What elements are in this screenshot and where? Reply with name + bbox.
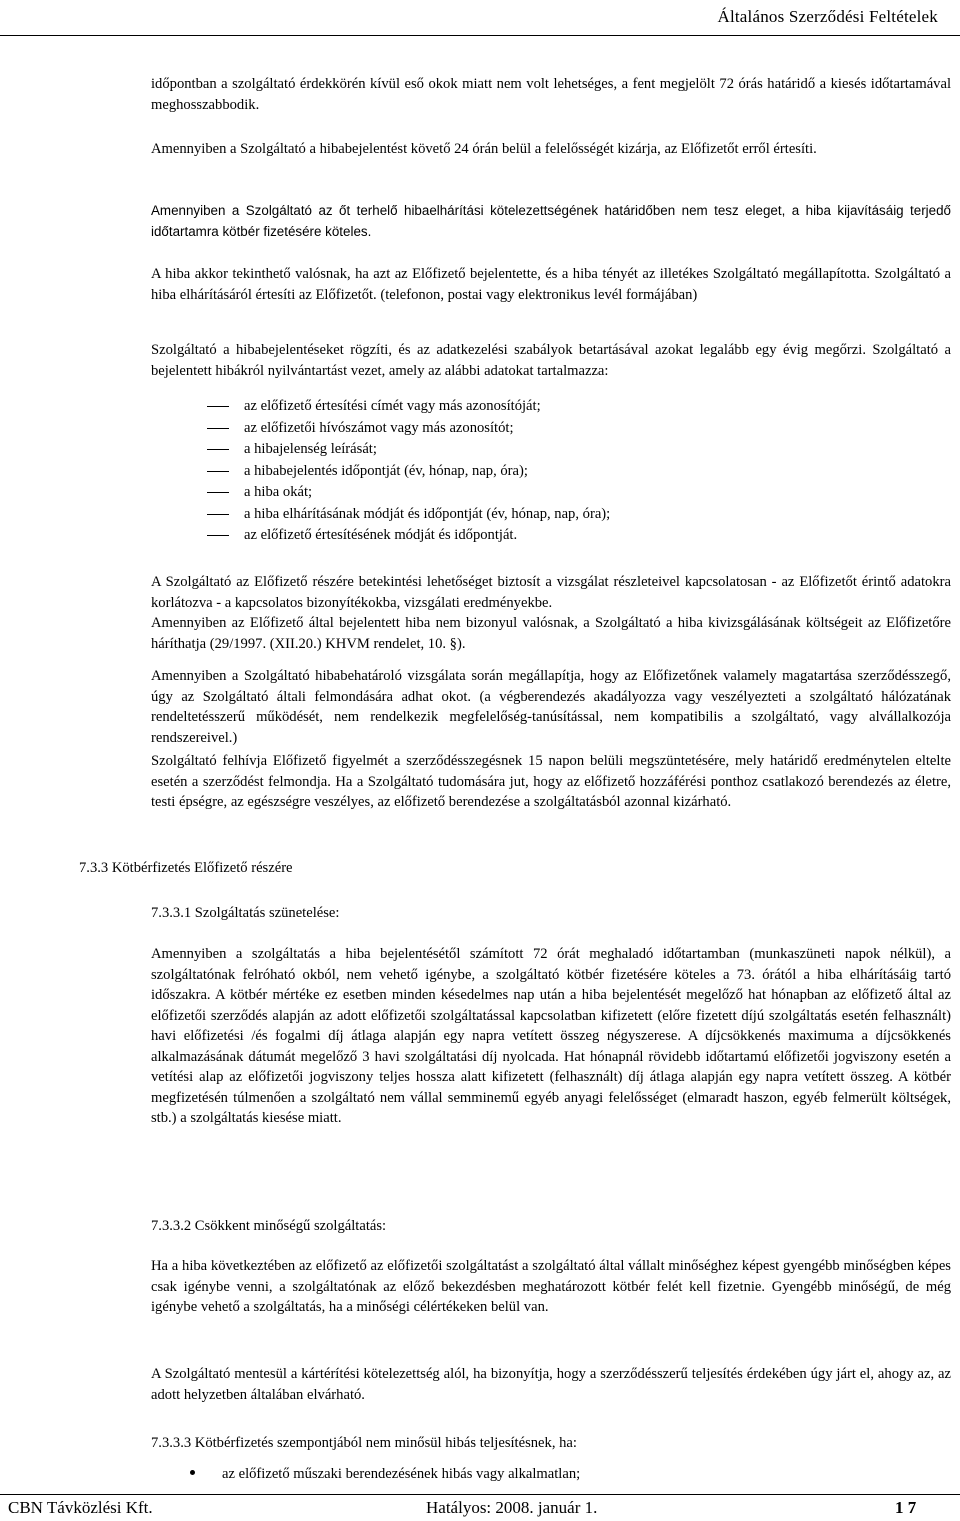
paragraph-exemption: A Szolgáltató mentesül a kártérítési kötelezettség alól, ha bizonyítja, hogy a szerződésszerű teljesítés érdekében úgy járt el, ahogy az, az adott helyzetben általában elvárható. — [151, 1366, 951, 1403]
paragraph-liability-exclusion: Amennyiben a Szolgáltató a hibabejelentést követő 24 órán belül a felelősségét kizárja, az Előfizetőt erről értesíti. — [151, 141, 817, 157]
section-heading-7-3-3: 7.3.3 Kötbérfizetés Előfizető részére — [79, 860, 293, 876]
page-footer — [0, 1494, 960, 1521]
paragraph-penalty-obligation: Amennyiben a Szolgáltató az őt terhelő hibaelhárítási kötelezettségének határidőben nem tesz eleget, a hiba kijavításáig terjedő időtartamra kötbér fizetésére köteles. — [151, 203, 951, 239]
paragraph-inspection-access: A Szolgáltató az Előfizető részére betekintési lehetőséget biztosít a vizsgálat részleteivel kapcsolatosan - az Előfizetőt érintő adatokra korlátozva - a kapcsolatos bizonyítékokba, vizsgálati eredményekbe. — [151, 574, 951, 611]
list-item: az előfizetői hívószámot vagy más azonosítót; — [207, 418, 907, 440]
page-header — [0, 0, 960, 36]
list-item: az előfizető értesítési címét vagy más azonosítóját; — [207, 396, 907, 418]
header-title: Általános Szerződési Feltételek — [717, 7, 938, 26]
bullet-text: az előfizető műszaki berendezésének hibás vagy alkalmatlan; — [222, 1466, 581, 1482]
bullet-list-item — [190, 1466, 580, 1483]
list-item: a hiba okát; — [207, 482, 907, 504]
list-item: a hiba elhárításának módját és időpontját (év, hónap, nap, óra); — [207, 504, 907, 526]
paragraph-breach-notice: Szolgáltató felhívja Előfizető figyelmét a szerződésszegésnek 15 napon belüli megszüntetésére, mely határidő eredménytelen eltelte esetén a szerződést felmondja. Ha a Szolgáltató tudomására jut, hogy az előfizető hozzáférési ponthoz csatlakozó berendezés az életre, testi épségre, az egészségre veszélyes, az előfizető berendezése a szolgáltatásból azonnal kizárható. — [151, 753, 951, 810]
footer-company: CBN Távközlési Kft. — [8, 1498, 153, 1517]
list-item: a hibajelenség leírását; — [207, 439, 907, 461]
paragraph-investigation-costs: Amennyiben az Előfizető által bejelentett hiba nem bizonyul valósnak, a Szolgáltató a hiba kivizsgálásának költségeit az Előfizetőre háríthatja (29/1997. (XII.20.) KHVM rendelet, 10. §). — [151, 615, 951, 652]
record-fields-list — [207, 396, 907, 547]
paragraph-service-suspension: Amennyiben a szolgáltatás a hiba bejelentésétől számított 72 órát meghaladó időtartamban (munkaszüneti napok nélkül), a szolgáltatónak felróható okból, nem vehető igénybe, a szolgáltató kötbér fizetésére köteles a 73. órától a hiba elhárításáig tartó időszakra. A kötbér mértéke ez esetben minden késedelmes nap után a hiba bejelentését megelőző hat hónapban az előfizető által az előfizetői szerződés alapján az adott előfizetői szolgáltatással kapcsolatban kifizetett (előre fizetett díjú szolgáltatás esetén felhasznált) havi előfizetési /és fogalmi díj átlaga alapján egy napra vetített összeg négyszerese. A díjcsökkenés maximuma a díjcsökkenés alkalmazásának dátumát megelőző 3 havi szolgáltatási díj nyolcada. Hat hónapnál rövidebb időtartamú előfizetői jogviszony esetén a vetítési alap az előfizetői jogviszony teljes hossza alatt kifizetett (felhasznált) díj átlaga alapján egy napra vetített összeg. A kötbér megfizetésén túlmenően a szolgáltató nem vállal semminemű egyéb anyagi felelősséget (elmaradt haszon, egyéb felmerült költségek, stb.) a szolgáltatás kiesése miatt. — [151, 946, 951, 1126]
paragraph-fault-validity: A hiba akkor tekinthető valósnak, ha azt az Előfizető bejelentette, és a hiba tényét az illetékes Szolgáltató megállapította. Szolgáltató a hiba elhárításáról értesíti az Előfizetőt. (telefonon, postai vagy elektronikus levél formájában) — [151, 266, 951, 303]
footer-page-number: 1 7 — [895, 1498, 917, 1517]
paragraph-reduced-quality: Ha a hiba következtében az előfizető az előfizetői szolgáltatást a szolgáltató által vállalt minőséghez képest gyengébb minőségben képes csak igénybe venni, a szolgáltatónak az előző bekezdésben meghatározott kötbér felét kell fizetnie. Gyengébb minőségű, de még igénybe vehető a szolgáltatás, ha a minőségi célértékeken belül van. — [151, 1258, 951, 1315]
section-heading-7-3-3-2: 7.3.3.2 Csökkent minőségű szolgáltatás: — [151, 1218, 387, 1234]
footer-effective-date: Hatályos: 2008. január 1. — [426, 1498, 598, 1517]
section-heading-7-3-3-3: 7.3.3.3 Kötbérfizetés szempontjából nem minősül hibás teljesítésnek, ha: — [151, 1435, 577, 1451]
bullet-icon — [190, 1470, 195, 1475]
paragraph-deadline-extension: időpontban a szolgáltató érdekkörén kívül eső okok miatt nem volt lehetséges, a fent megjelölt 72 órás határidő a kiesés időtartamával meghosszabbodik. — [151, 76, 951, 113]
paragraph-breach-termination: Amennyiben a Szolgáltató hibabehatároló vizsgálata során megállapítja, hogy az Előfizetőnek valamely magatartása szerződésszegő, úgy az Szolgáltató általi felmondására adhat okot. (a végberendezés akadályozza vagy veszélyezteti a szolgáltató hálózatának rendeltetésszerű működését, nem rendelkezik megfelelőség-tanúsítással, nem kompatibilis a szolgáltató, vagy alvállalkozója rendszereivel.) — [151, 668, 951, 746]
section-heading-7-3-3-1: 7.3.3.1 Szolgáltatás szünetelése: — [151, 905, 340, 921]
list-item: az előfizető értesítésének módját és időpontját. — [207, 525, 907, 547]
paragraph-fault-records: Szolgáltató a hibabejelentéseket rögzíti, és az adatkezelési szabályok betartásával azokat legalább egy évig megőrzi. Szolgáltató a bejelentett hibákról nyilvántartást vezet, amely az alábbi adatokat tartalmazza: — [151, 342, 951, 379]
list-item: a hibabejelentés időpontját (év, hónap, nap, óra); — [207, 461, 907, 483]
